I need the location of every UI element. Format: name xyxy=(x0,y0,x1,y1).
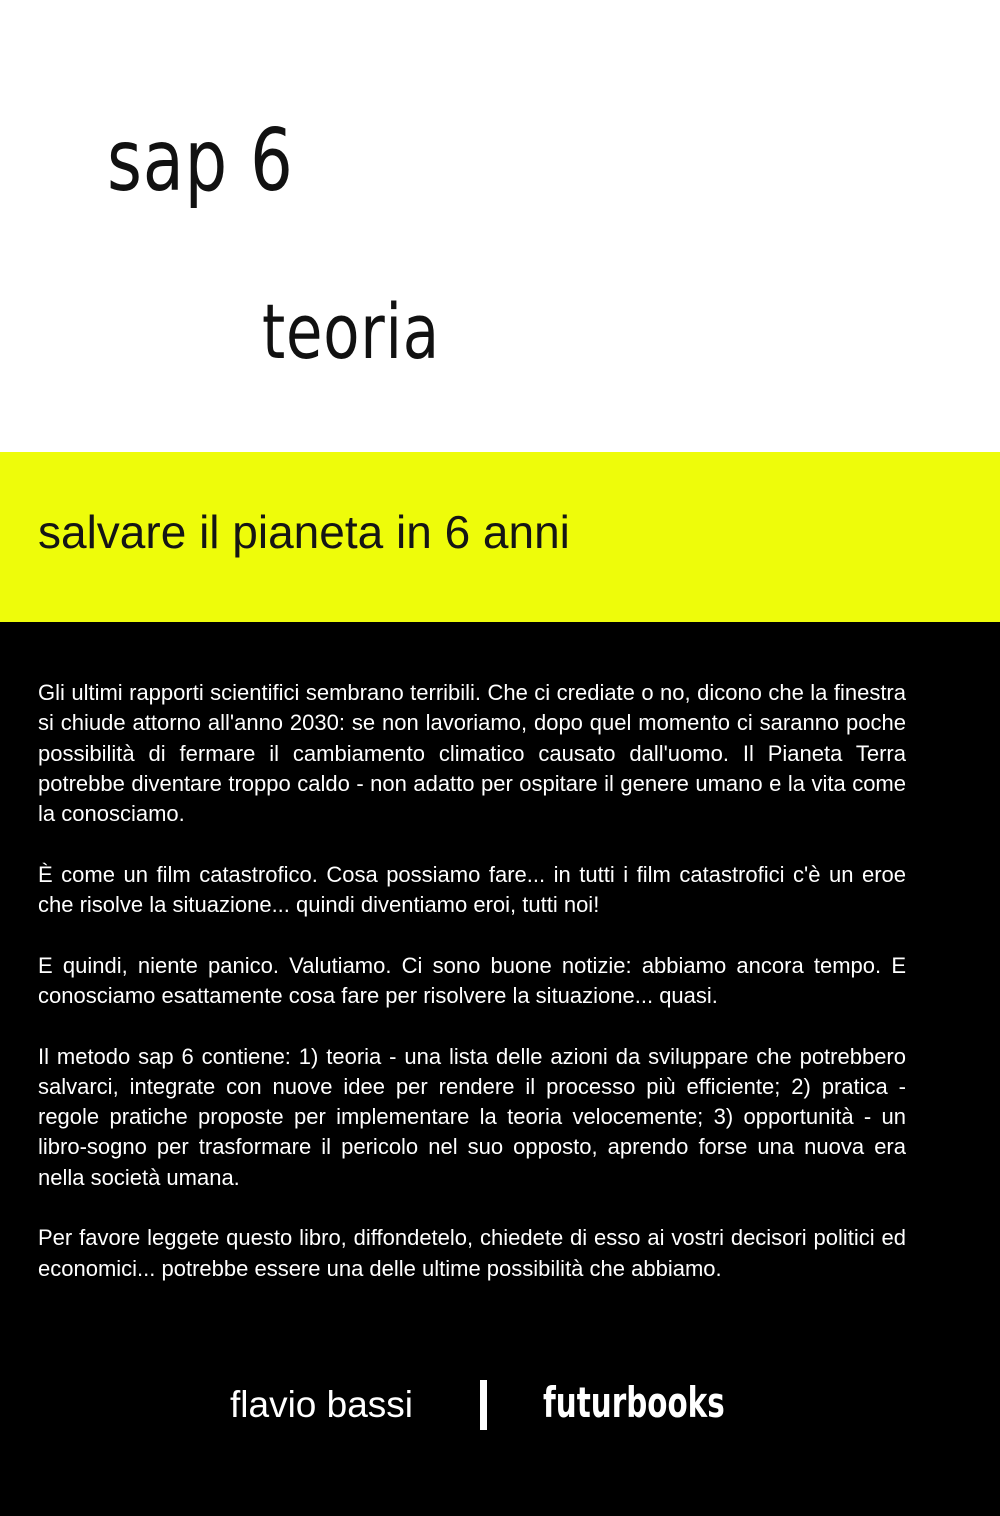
blurb-paragraph: E quindi, niente panico. Valutiamo. Ci sono buone notizie: abbiamo ancora tempo. E conosciamo esattamente cosa fare per risolvere la situazione... quasi. xyxy=(38,952,906,1008)
publisher-logo: futurbooks xyxy=(543,1378,725,1427)
blurb-paragraph: Il metodo sap 6 contiene: 1) teoria - una lista delle azioni da sviluppare che potrebbero salvarci, integrate con nuove idee per rendere il processo più efficiente; 2) pratica - regole pratiche proposte per implementare la teoria velocemente; 3) opportunità - un libro-sogno per trasformare il pericolo nel suo opposto, aprendo forse una nuova era nella società umana. xyxy=(38,1043,906,1190)
author-name: flavio bassi xyxy=(230,1384,414,1425)
book-subtitle: teoria xyxy=(262,287,440,376)
tagline-band xyxy=(0,452,1000,622)
blurb-paragraph: Gli ultimi rapporti scientifici sembrano terribili. Che ci crediate o no, dicono che la finestra si chiude attorno all'anno 2030: se non lavoriamo, dopo quel momento ci saranno poche possibilità di fermare il cambiamento climatico causato dall'uomo. Il Pianeta Terra potrebbe diventare troppo caldo - non adatto per ospitare il genere umano e la vita come la conosciamo. xyxy=(38,680,906,827)
book-title: sap 6 xyxy=(107,111,294,211)
blurb-paragraph: Per favore leggete questo libro, diffondetelo, chiedete di esso ai vostri decisori politici ed economici... potrebbe essere una delle ultime possibilità che abbiamo. xyxy=(38,1225,906,1281)
back-cover-section xyxy=(0,622,1000,1516)
footer xyxy=(0,1376,1000,1436)
cover-top-section xyxy=(0,0,1000,452)
footer-divider xyxy=(480,1380,487,1430)
blurb-paragraph: È come un film catastrofico. Cosa possiamo fare... in tutti i film catastrofici c'è un eroe che risolve la situazione... quindi diventiamo eroi, tutti noi! xyxy=(38,861,906,918)
blurb-text xyxy=(38,678,906,1314)
book-tagline: salvare il pianeta in 6 anni xyxy=(38,506,570,558)
